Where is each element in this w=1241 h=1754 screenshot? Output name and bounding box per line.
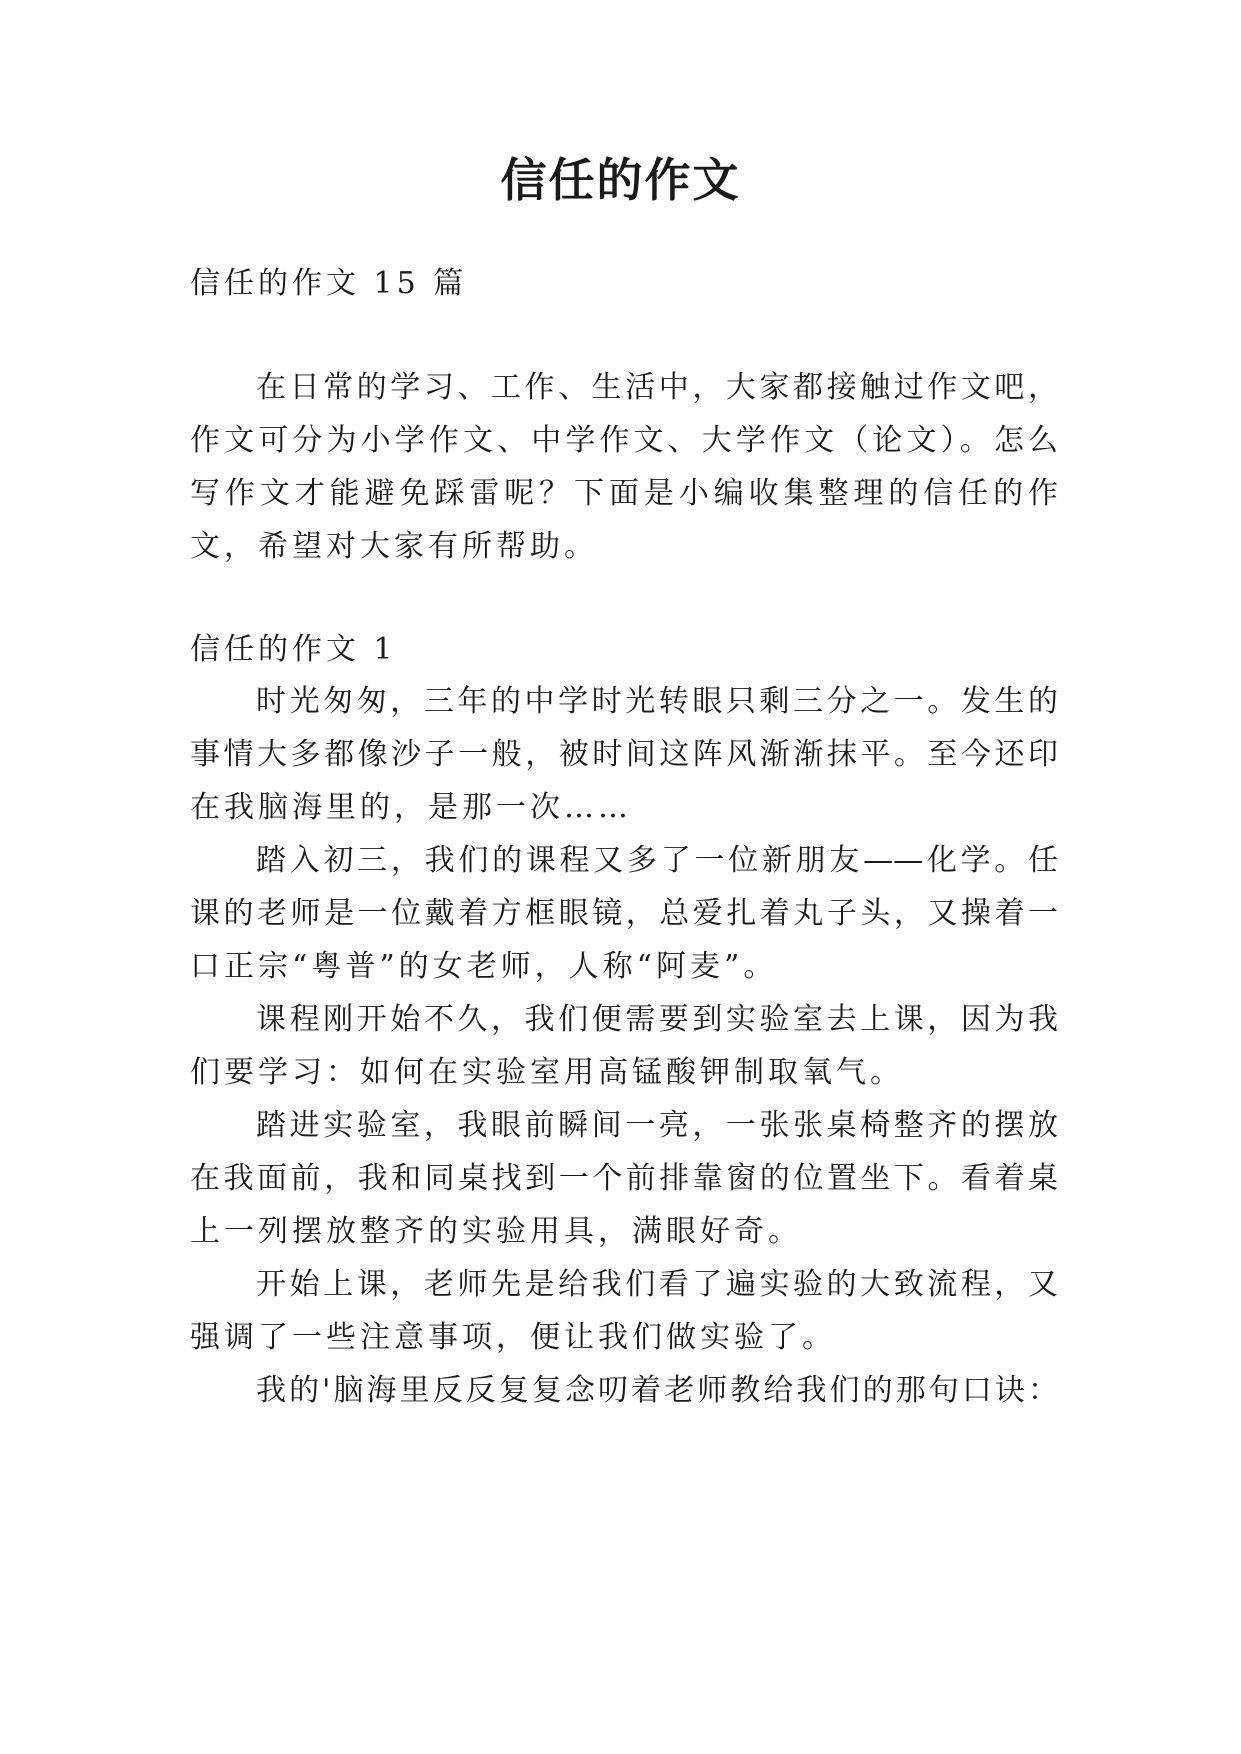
intro-line: 文，希望对大家有所帮助。: [190, 529, 598, 564]
body-line: 上一列摆放整齐的实验用具，满眼好奇。: [190, 1214, 802, 1249]
body-line: 们要学习：如何在实验室用高锰酸钾制取氧气。: [190, 1055, 904, 1090]
intro-line: 写作文才能避免踩雷呢？下面是小编收集整理的信任的作: [190, 476, 1058, 511]
body-line: 踏入初三，我们的课程又多了一位新朋友——化学。任: [256, 843, 1058, 878]
body-line: 我的'脑海里反反复复念叨着老师教给我们的那句口诀：: [256, 1373, 1058, 1408]
body-line: 开始上课，老师先是给我们看了遍实验的大致流程，又: [256, 1267, 1058, 1302]
body-line: 时光匆匆，三年的中学时光转眼只剩三分之一。发生的: [256, 684, 1058, 719]
body-line: 口正宗“粤普”的女老师，人称“阿麦”。: [190, 949, 778, 984]
intro-line: 作文可分为小学作文、中学作文、大学作文（论文）。怎么: [190, 423, 1058, 458]
intro-line: 在日常的学习、工作、生活中，大家都接触过作文吧，: [256, 370, 1058, 405]
document-title: 信任的作文: [500, 153, 741, 207]
body-line: 课的老师是一位戴着方框眼镜，总爱扎着丸子头，又操着一: [190, 896, 1058, 931]
body-line: 踏进实验室，我眼前瞬间一亮，一张张桌椅整齐的摆放: [256, 1108, 1058, 1143]
body-line: 强调了一些注意事项，便让我们做实验了。: [190, 1320, 836, 1355]
body-line: 在我脑海里的，是那一次……: [190, 790, 632, 825]
body-line: 课程刚开始不久，我们便需要到实验室去上课，因为我: [256, 1002, 1058, 1037]
subtitle: 信任的作文 15 篇: [190, 266, 468, 301]
section-heading: 信任的作文 1: [190, 632, 397, 667]
body-line: 事情大多都像沙子一般，被时间这阵风渐渐抹平。至今还印: [190, 737, 1058, 772]
body-line: 在我面前，我和同桌找到一个前排靠窗的位置坐下。看着桌: [190, 1161, 1058, 1196]
